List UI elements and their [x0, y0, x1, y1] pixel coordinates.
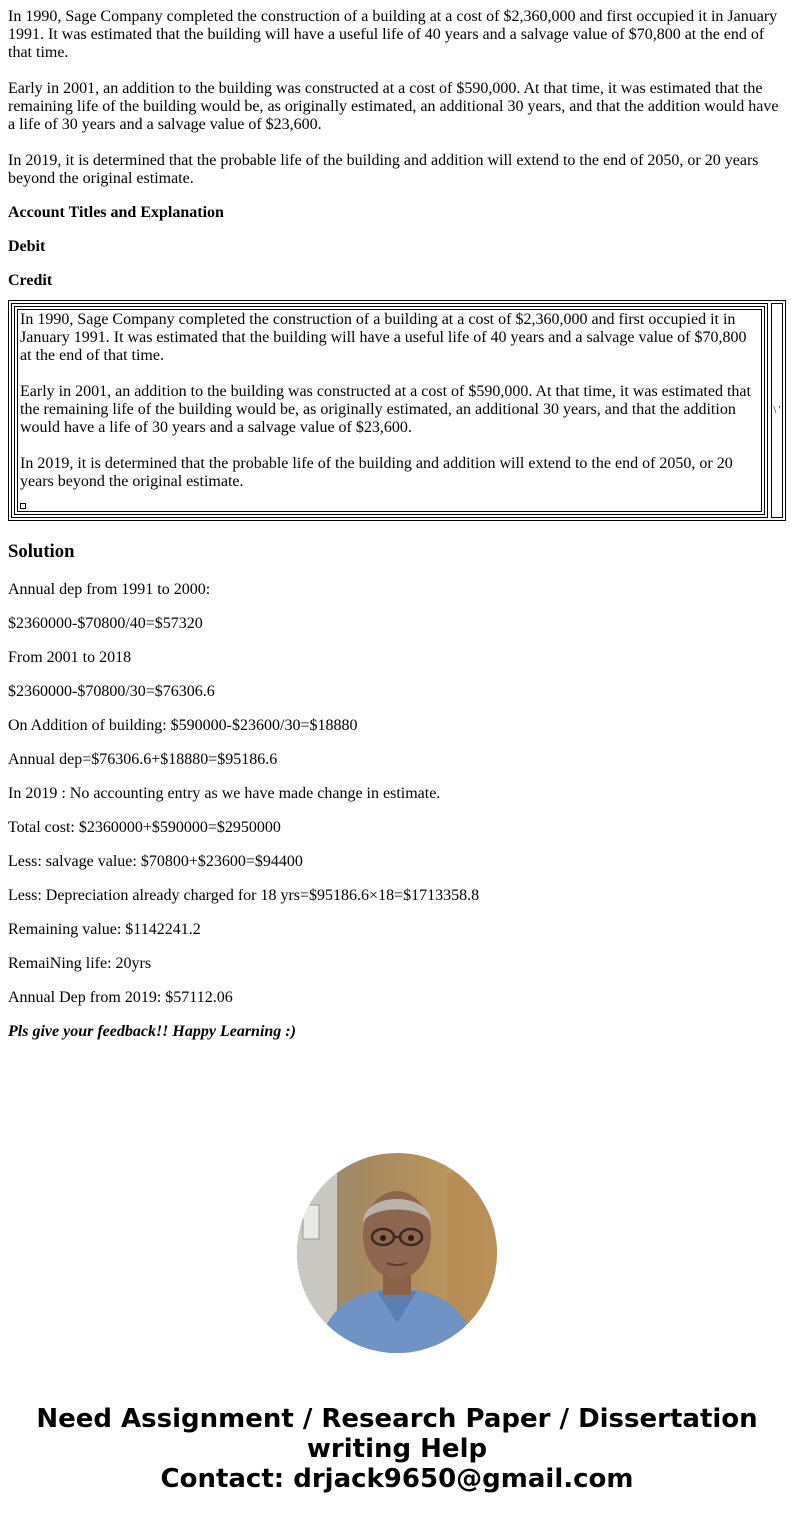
- solution-line: On Addition of building: $590000-$23600/30=$18880: [8, 717, 358, 734]
- banner-line-2: writing Help: [306, 1434, 488, 1464]
- solution-heading: Solution: [8, 541, 75, 562]
- solution-line: Annual dep from 1991 to 2000:: [8, 581, 211, 598]
- question-paragraph-2: Early in 2001, an addition to the building was constructed at a cost of $590,000. At that time, it was estimated that the remaining life of the building would be, as originally estimated, an additional 30 years, and that the addition would have a life of 30 years and a salvage value of $23,600.: [8, 80, 779, 133]
- question-paragraph-1: In 1990, Sage Company completed the construction of a building at a cost of $2,360,000 and first occupied it in January 1991. It was estimated that the building will have a useful life of 40 years and a salvage value of $70,800 at the end of that time.: [8, 8, 778, 61]
- solution-line: $2360000-$70800/30=$76306.6: [8, 683, 215, 700]
- solution-line: Annual dep=$76306.6+$18880=$95186.6: [8, 751, 278, 768]
- banner-contact: Contact: drjack9650@gmail.com: [160, 1464, 634, 1494]
- table-cell-side: [771, 303, 783, 518]
- help-banner: [0, 1404, 794, 1494]
- table-cell-frame: [14, 306, 765, 515]
- solution-body: [8, 581, 786, 1041]
- feedback-note: Pls give your feedback!! Happy Learning :): [8, 1023, 296, 1040]
- table-paragraph-1: In 1990, Sage Company completed the construction of a building at a cost of $2,360,000 and first occupied it in January 1991. It was estimated that the building will have a useful life of 40 years and a salvage value of $70,800 at the end of that time.: [20, 311, 747, 364]
- avatar-portrait-icon: [297, 1153, 497, 1353]
- solution-line: From 2001 to 2018: [8, 649, 132, 666]
- table-paragraph-2: Early in 2001, an addition to the building was constructed at a cost of $590,000. At that time, it was estimated that the remaining life of the building would be, as originally estimated, an additional 30 years, and that the addition would have a life of 30 years and a salvage value of $23,600.: [20, 383, 751, 436]
- avatar: [297, 1153, 497, 1353]
- question-table: [8, 300, 786, 521]
- solution-line: Total cost: $2360000+$590000=$2950000: [8, 819, 281, 836]
- solution-line: Annual Dep from 2019: $57112.06: [8, 989, 233, 1006]
- label-credit: Credit: [8, 272, 53, 289]
- question-text: [8, 8, 786, 188]
- question-paragraph-3: In 2019, it is determined that the probable life of the building and addition will extend to the end of 2050, or 20 years beyond the original estimate.: [8, 152, 759, 187]
- side-mark: \ ': [773, 404, 781, 416]
- label-account-titles: Account Titles and Explanation: [8, 204, 224, 221]
- solution-line: Less: Depreciation already charged for 18 yrs=$95186.6×18=$1713358.8: [8, 887, 480, 904]
- solution-line: RemaiNing life: 20yrs: [8, 955, 152, 972]
- solution-line: $2360000-$70800/40=$57320: [8, 615, 203, 632]
- page-content: [8, 8, 786, 1057]
- table-cell-main: [11, 303, 768, 518]
- broken-image-icon: [20, 503, 26, 509]
- solution-line: In 2019 : No accounting entry as we have made change in estimate.: [8, 785, 441, 802]
- table-cell-body: [17, 309, 762, 512]
- solution-line: Remaining value: $1142241.2: [8, 921, 201, 938]
- banner-line-1: Need Assignment / Research Paper / Dissertation: [36, 1404, 758, 1434]
- label-debit: Debit: [8, 238, 46, 255]
- solution-line: Less: salvage value: $70800+$23600=$94400: [8, 853, 303, 870]
- table-paragraph-3: In 2019, it is determined that the probable life of the building and addition will extend to the end of 2050, or 20 years beyond the original estimate.: [20, 455, 733, 490]
